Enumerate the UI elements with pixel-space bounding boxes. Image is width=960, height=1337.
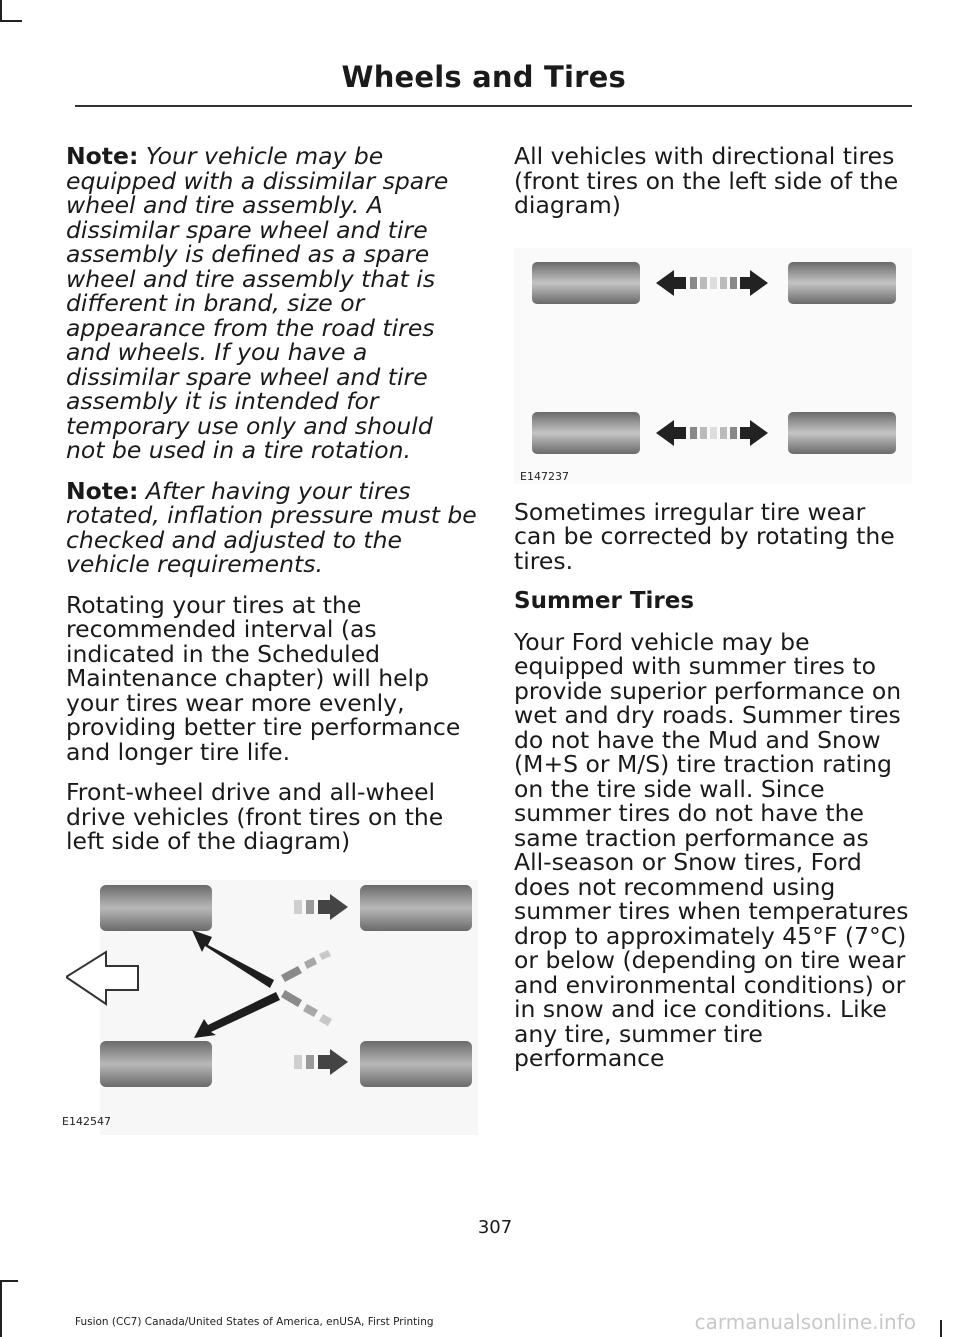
body-paragraph: Sometimes irregular tire wear can be corrected by rotating the tires. xyxy=(514,497,895,575)
crop-mark-top-left-horizontal xyxy=(0,20,22,22)
left-column xyxy=(62,142,478,1151)
note-label: Note: xyxy=(66,142,139,170)
body-paragraph: All vehicles with directional tires (front tires on the left side of the diagram) xyxy=(514,142,899,219)
header-divider xyxy=(75,105,912,107)
directional-rotation-svg xyxy=(514,248,912,484)
body-paragraph: Your Ford vehicle may be equipped with summer tires to provide superior performance on wet and dry roads. Summer tires do not have the Mud and Snow (M+S or M/S) tire traction rating on the tire side wall. Since summer tires do not have the same traction performance as All-season or Snow tires, Ford does not recommend using summer tires when temperatures drop to approximately 45°F (7°C) or below (depending on tire wear and environmental conditions) or in snow and ice conditions. Like any tire, summer tire performance xyxy=(514,627,909,1072)
directional-rotation-diagram xyxy=(514,248,912,484)
crop-mark-bottom-left-vertical xyxy=(0,1280,2,1337)
fwd-rotation-diagram xyxy=(62,880,478,1135)
page-number: 307 xyxy=(477,1217,513,1238)
watermark: carmanualsonline.info xyxy=(694,1310,916,1334)
note-text: Your vehicle may be equipped with a dissimilar spare wheel and tire assembly. A dissimilar spare wheel and tire assembly is defined as a spare wheel and tire assembly that is different in brand, size or appearance from the road tires and wheels. If you have a dissimilar spare wheel and tire assembly it is intended for temporary use only and should not be used in a tire rotation. xyxy=(66,142,449,464)
crop-mark-bottom-left-horizontal xyxy=(0,1280,18,1282)
note-text: After having your tires rotated, inflation pressure must be checked and adjusted to the vehicle requirements. xyxy=(66,476,477,578)
tire-rear-right xyxy=(360,1041,472,1087)
tire-front-left xyxy=(100,885,212,931)
crop-mark-top-left-vertical xyxy=(0,0,2,22)
tire-rear-left xyxy=(360,885,472,931)
figure-id: E142547 xyxy=(62,1114,111,1128)
note-label: Note: xyxy=(66,476,139,505)
tire-front-right xyxy=(100,1041,212,1087)
note-paragraph xyxy=(66,476,478,578)
page-title: Wheels and Tires xyxy=(341,60,626,94)
body-paragraph: Front-wheel drive and all-wheel drive vehicles (front tires on the left side of the diagram) xyxy=(66,778,444,855)
footer-text: Fusion (CC7) Canada/United States of America, enUSA, First Printing xyxy=(75,1316,434,1328)
body-paragraph: Rotating your tires at the recommended interval (as indicated in the Scheduled Maintenance chapter) will help your tires wear more evenly, providing better tire performance and longer tire life. xyxy=(66,590,461,766)
figure-id: E147237 xyxy=(520,469,569,483)
tire-front-right xyxy=(532,412,640,454)
tire-rear-left xyxy=(788,262,896,304)
tire-front-left xyxy=(532,262,640,304)
tire-rear-right xyxy=(788,412,896,454)
note-paragraph xyxy=(66,144,478,463)
right-column xyxy=(514,144,912,1087)
crop-mark-bottom-right-vertical xyxy=(940,1320,942,1337)
fwd-rotation-svg xyxy=(66,880,478,1135)
section-heading: Summer Tires xyxy=(514,588,695,614)
